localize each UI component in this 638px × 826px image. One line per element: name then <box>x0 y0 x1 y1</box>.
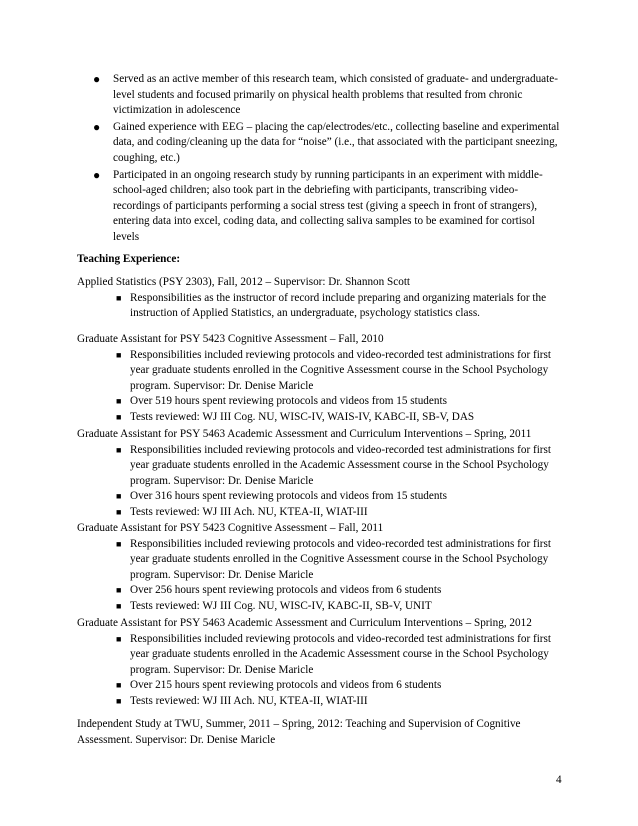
square-bullet-icon: ■ <box>116 695 122 706</box>
section-title: Graduate Assistant for PSY 5423 Cognitive Assessment – Fall, 2011 <box>77 522 384 534</box>
list-item <box>116 694 567 710</box>
list-item <box>116 394 567 410</box>
list-item <box>116 348 567 395</box>
item-text: Over 215 hours spent reviewing protocols and videos from 6 students <box>130 679 442 692</box>
list-item <box>116 291 567 322</box>
square-bullet-icon: ■ <box>116 633 122 644</box>
teaching-section <box>77 332 567 426</box>
item-text: Over 519 hours spent reviewing protocols and videos from 15 students <box>130 395 447 408</box>
square-bullet-icon: ■ <box>116 411 122 422</box>
square-bullet-icon: ■ <box>116 585 122 596</box>
teaching-experience-heading: Teaching Experience: <box>77 253 181 265</box>
bullet-icon: ● <box>93 167 101 182</box>
list-item <box>116 632 567 679</box>
square-bullet-icon: ■ <box>116 396 122 407</box>
independent-study-text: Independent Study at TWU, Summer, 2011 – Spring, 2012: Teaching and Supervision of Cognitive Assessment. Supervisor: Dr. Denise Maricle <box>77 718 521 746</box>
teaching-section <box>77 521 567 615</box>
square-bullet-icon: ■ <box>116 444 122 455</box>
list-item <box>116 537 567 584</box>
item-text: Over 256 hours spent reviewing protocols and videos from 6 students <box>130 584 442 597</box>
list-item <box>116 599 567 615</box>
item-text: Tests reviewed: WJ III Ach. NU, KTEA-II, WIAT-III <box>130 505 368 518</box>
square-bullet-icon: ■ <box>116 600 122 611</box>
list-item <box>93 168 563 246</box>
teaching-section <box>77 616 567 710</box>
page-number: 4 <box>556 774 562 786</box>
item-text: Responsibilities as the instructor of record include preparing and organizing materials for the instruction of Applied Statistics, an undergraduate, psychology statistics class. <box>130 291 547 320</box>
square-bullet-icon: ■ <box>116 292 122 303</box>
list-item <box>116 443 567 490</box>
section-title: Applied Statistics (PSY 2303), Fall, 2012 – Supervisor: Dr. Shannon Scott <box>77 276 411 288</box>
bullet-text: Served as an active member of this research team, which consisted of graduate- and undergraduate-level students and focused primarily on physical health problems that resulted from chronic victimization in adolescence <box>113 73 558 117</box>
item-text: Responsibilities included reviewing protocols and video-recorded test administrations for first year graduate students enrolled in the Cognitive Assessment course in the School Psychology program. Supervisor: Dr. Denise Maricle <box>130 537 551 581</box>
teaching-section <box>77 275 567 322</box>
item-text: Tests reviewed: WJ III Cog. NU, WISC-IV, KABC-II, SB-V, UNIT <box>130 599 432 612</box>
list-item <box>116 410 567 426</box>
section-list <box>77 348 567 426</box>
square-bullet-icon: ■ <box>116 680 122 691</box>
square-bullet-icon: ■ <box>116 491 122 502</box>
square-bullet-icon: ■ <box>116 349 122 360</box>
section-list <box>77 537 567 615</box>
list-item <box>116 489 567 505</box>
item-text: Tests reviewed: WJ III Ach. NU, KTEA-II, WIAT-III <box>130 694 368 707</box>
bullet-icon: ● <box>93 72 101 86</box>
list-item <box>93 72 563 119</box>
research-bullet-list <box>93 72 563 247</box>
list-item <box>116 583 567 599</box>
bullet-icon: ● <box>93 119 101 134</box>
section-list <box>77 443 567 521</box>
section-list <box>77 291 567 322</box>
list-item <box>116 678 567 694</box>
section-title: Graduate Assistant for PSY 5423 Cognitive Assessment – Fall, 2010 <box>77 333 384 345</box>
item-text: Responsibilities included reviewing protocols and video-recorded test administrations for first year graduate students enrolled in the Cognitive Assessment course in the School Psychology program. Supervisor: Dr. Denise Maricle <box>130 348 551 392</box>
section-title: Graduate Assistant for PSY 5463 Academic Assessment and Curriculum Interventions – Spring, 2012 <box>77 617 532 629</box>
item-text: Over 316 hours spent reviewing protocols and videos from 15 students <box>130 490 447 503</box>
bullet-text: Participated in an ongoing research study by running participants in an experiment with middle-school-aged children; also took part in the debriefing with participants, transcribing video-recordings of participants performing a social stress test (giving a speech in front of strangers), entering data into excel, coding data, and collecting saliva samples to be examined for cortisol levels <box>113 168 543 243</box>
list-item <box>116 505 567 521</box>
item-text: Tests reviewed: WJ III Cog. NU, WISC-IV, WAIS-IV, KABC-II, SB-V, DAS <box>130 410 475 423</box>
section-list <box>77 632 567 710</box>
teaching-section <box>77 427 567 521</box>
bullet-text: Gained experience with EEG – placing the cap/electrodes/etc., collecting baseline and experimental data, and coding/cleaning up the data for “noise” (i.e., that associated with the participant sneezing, coughing, etc.) <box>113 120 560 164</box>
square-bullet-icon: ■ <box>116 506 122 517</box>
item-text: Responsibilities included reviewing protocols and video-recorded test administrations for first year graduate students enrolled in the Academic Assessment course in the School Psychology program. Supervisor: Dr. Denise Maricle <box>130 632 551 676</box>
list-item <box>93 120 563 167</box>
section-title: Graduate Assistant for PSY 5463 Academic Assessment and Curriculum Interventions – Spring, 2011 <box>77 428 532 440</box>
item-text: Responsibilities included reviewing protocols and video-recorded test administrations for first year graduate students enrolled in the Academic Assessment course in the School Psychology program. Supervisor: Dr. Denise Maricle <box>130 443 551 487</box>
square-bullet-icon: ■ <box>116 538 122 549</box>
